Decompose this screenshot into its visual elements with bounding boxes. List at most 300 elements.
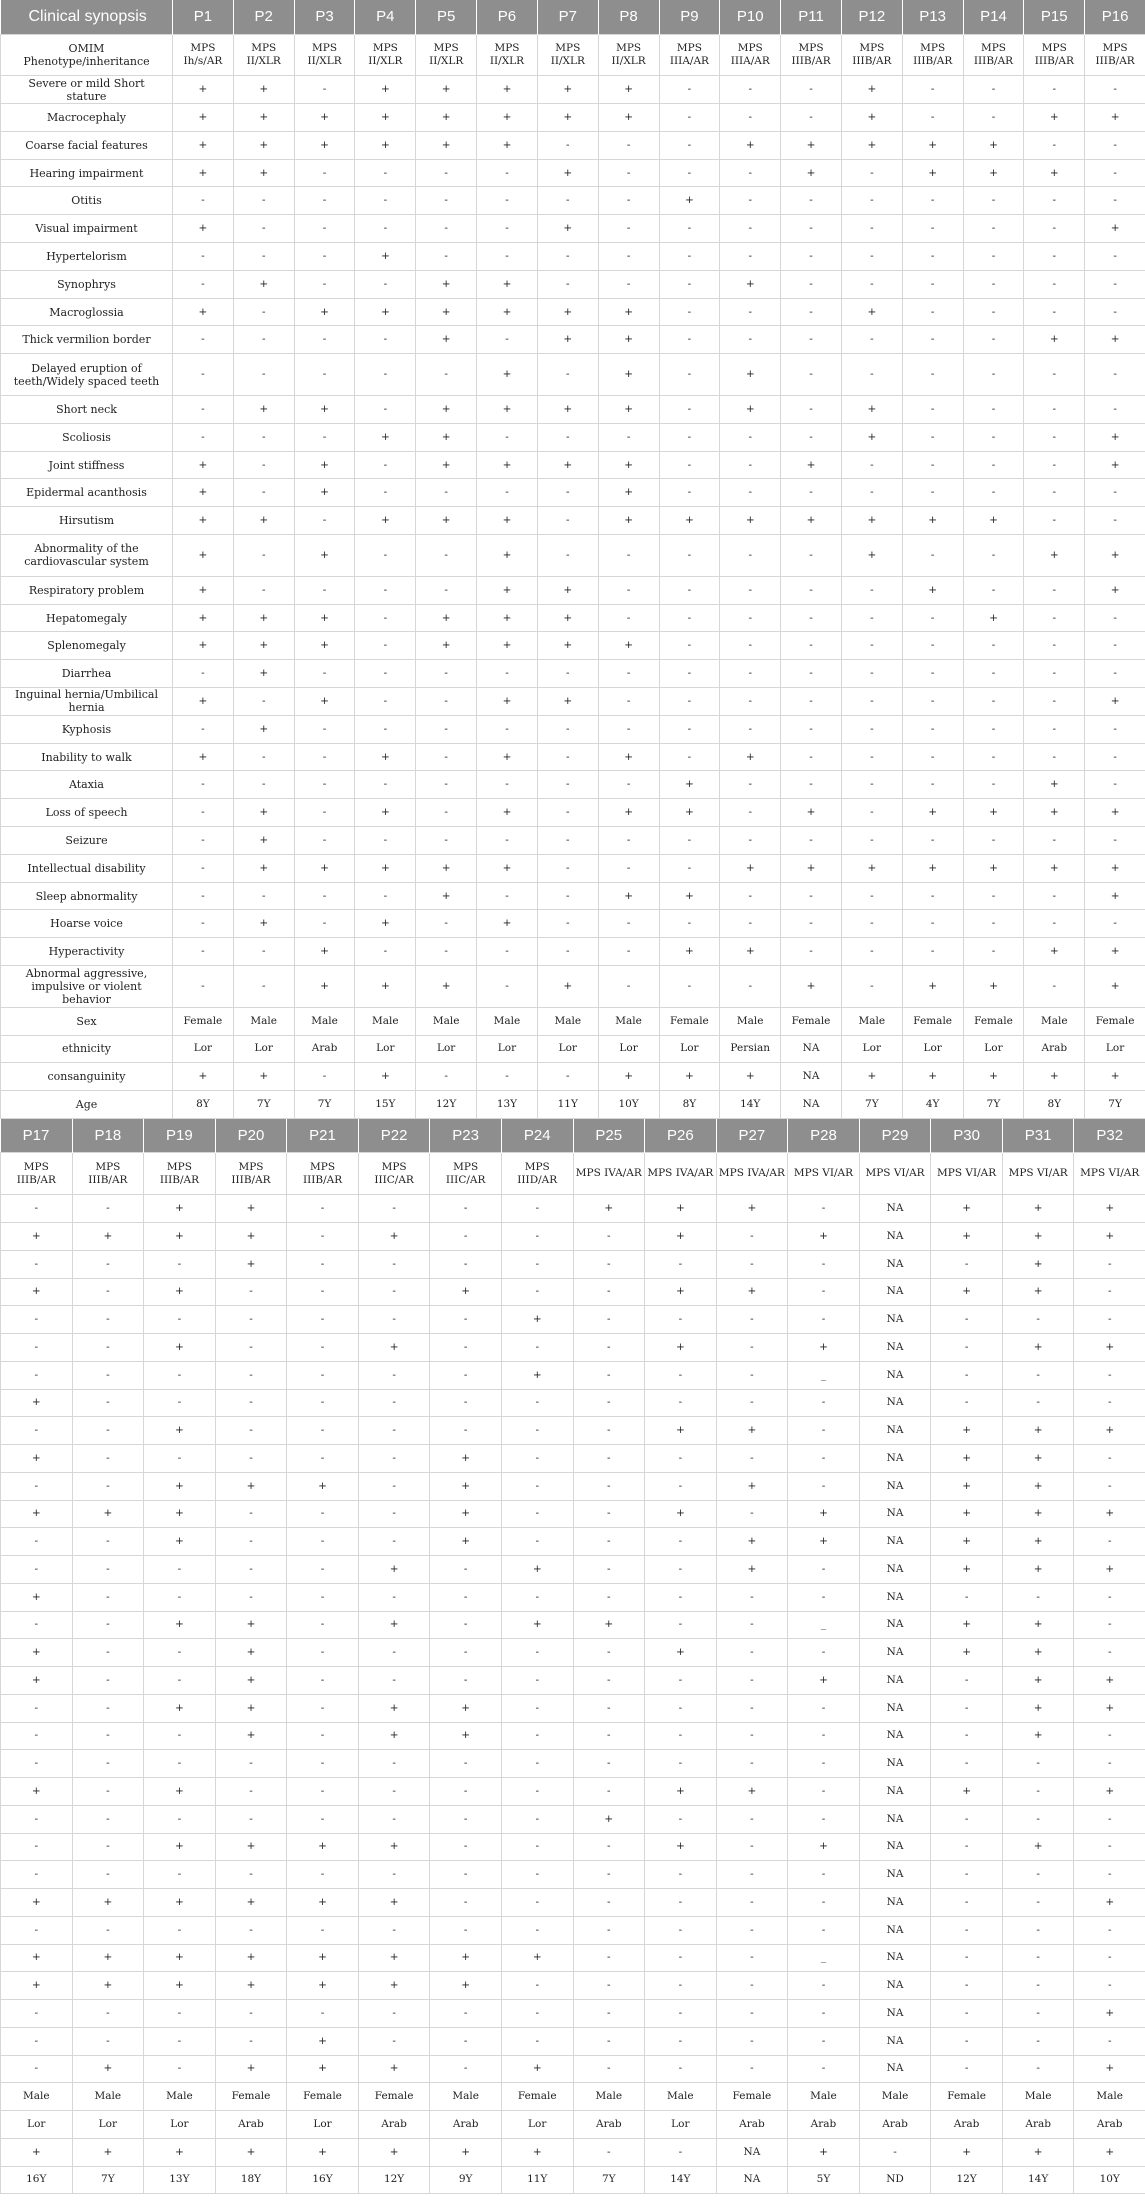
row-label: Abnormality of the cardiovascular system	[1, 535, 173, 577]
table-cell: -	[430, 1861, 502, 1889]
table-cell: +	[358, 1889, 430, 1917]
table-cell: +	[931, 1472, 1003, 1500]
table-cell: -	[841, 243, 902, 271]
table-cell: -	[781, 187, 842, 215]
table-cell: -	[598, 243, 659, 271]
table-cell: -	[716, 1889, 788, 1917]
table-cell: -	[416, 827, 477, 855]
table-row	[1, 243, 1145, 271]
table-cell: +	[233, 396, 294, 424]
table-cell: -	[788, 1417, 860, 1445]
table-cell: +	[294, 396, 355, 424]
table-cell: -	[416, 159, 477, 187]
table-row	[1, 1694, 1145, 1722]
table-cell: -	[72, 1528, 144, 1556]
table-cell: +	[416, 604, 477, 632]
table-cell: -	[501, 1889, 573, 1917]
table-cell: -	[902, 298, 963, 326]
table-cell: -	[598, 535, 659, 577]
table-cell: +	[963, 799, 1024, 827]
table-cell: -	[598, 423, 659, 451]
table-cell: NA	[859, 1611, 931, 1639]
table-cell: -	[859, 2138, 931, 2166]
table-row	[1, 1091, 1145, 1119]
table-cell: +	[215, 1889, 287, 1917]
table-cell: +	[477, 604, 538, 632]
table-cell: +	[358, 1944, 430, 1972]
table-cell: -	[573, 1528, 645, 1556]
table-row	[1, 159, 1145, 187]
table-cell: +	[287, 2055, 359, 2083]
table-cell: -	[294, 910, 355, 938]
table-cell: +	[215, 2138, 287, 2166]
table-cell: +	[358, 2055, 430, 2083]
table-cell: +	[233, 660, 294, 688]
table-cell: -	[294, 354, 355, 396]
table-cell: -	[841, 576, 902, 604]
table-cell: MPS IVA/AR	[645, 1153, 717, 1195]
table-cell: +	[477, 298, 538, 326]
table-cell: +	[645, 1833, 717, 1861]
table-cell: -	[430, 1833, 502, 1861]
table-cell: -	[72, 1334, 144, 1362]
table-cell: -	[358, 1639, 430, 1667]
table-cell: +	[294, 938, 355, 966]
table-cell: -	[287, 1722, 359, 1750]
table-cell: _	[788, 1944, 860, 1972]
table-cell: -	[215, 1334, 287, 1362]
table-cell: -	[902, 827, 963, 855]
table-cell: -	[1074, 1722, 1145, 1750]
table-cell: 11Y	[501, 2166, 573, 2194]
table-cell: MPS II/XLR	[294, 34, 355, 76]
table-cell: -	[287, 1223, 359, 1251]
table-cell: -	[716, 1389, 788, 1417]
table-cell: -	[720, 298, 781, 326]
table-cell: -	[573, 1944, 645, 1972]
column-header-patient: P29	[859, 1119, 931, 1153]
table-cell: -	[720, 479, 781, 507]
table-cell: +	[537, 76, 598, 104]
table-cell: -	[573, 2138, 645, 2166]
table-cell: -	[716, 2000, 788, 2028]
row-label: Age	[1, 1091, 173, 1119]
table-cell: +	[645, 1778, 717, 1806]
table-header-row	[1, 0, 1145, 34]
table-cell: -	[233, 354, 294, 396]
table-cell: -	[287, 1500, 359, 1528]
table-cell: +	[355, 104, 416, 132]
row-label: Hoarse voice	[1, 910, 173, 938]
table-cell: -	[902, 270, 963, 298]
clinical-synopsis-table-part-2	[0, 1119, 1145, 2194]
table-cell: +	[287, 1972, 359, 2000]
table-cell: -	[573, 1972, 645, 2000]
table-cell: -	[72, 1805, 144, 1833]
table-cell: +	[537, 298, 598, 326]
table-cell: +	[233, 507, 294, 535]
table-cell: -	[1085, 159, 1145, 187]
table-cell: +	[430, 1694, 502, 1722]
table-cell: -	[358, 1583, 430, 1611]
table-cell: +	[1002, 1528, 1074, 1556]
table-cell: -	[781, 910, 842, 938]
table-cell: -	[1002, 2055, 1074, 2083]
table-cell: -	[294, 507, 355, 535]
table-cell: +	[355, 131, 416, 159]
table-cell: +	[963, 507, 1024, 535]
table-row	[1, 604, 1145, 632]
table-cell: -	[144, 1722, 216, 1750]
table-cell: -	[1085, 632, 1145, 660]
table-cell: -	[963, 243, 1024, 271]
table-cell: -	[430, 1361, 502, 1389]
table-cell: +	[645, 1223, 717, 1251]
table-cell: +	[233, 1063, 294, 1091]
table-cell: +	[144, 1889, 216, 1917]
table-cell: -	[931, 1583, 1003, 1611]
table-cell: Female	[781, 1007, 842, 1035]
table-cell: +	[416, 966, 477, 1008]
table-cell: +	[720, 507, 781, 535]
table-cell: +	[416, 854, 477, 882]
table-row	[1, 2000, 1145, 2028]
table-cell: +	[1085, 326, 1145, 354]
table-cell: +	[233, 604, 294, 632]
table-cell: Female	[902, 1007, 963, 1035]
table-cell: +	[841, 76, 902, 104]
row-label: Hepatomegaly	[1, 604, 173, 632]
table-cell: -	[716, 2055, 788, 2083]
table-cell: +	[287, 1944, 359, 1972]
table-cell: MPS IIIB/AR	[72, 1153, 144, 1195]
table-cell: -	[659, 827, 720, 855]
table-cell: -	[598, 688, 659, 716]
table-cell: -	[501, 1916, 573, 1944]
table-cell: -	[355, 604, 416, 632]
table-cell: -	[573, 1722, 645, 1750]
table-cell: -	[173, 354, 234, 396]
table-cell: +	[358, 1722, 430, 1750]
table-cell: +	[144, 1778, 216, 1806]
table-cell: +	[598, 396, 659, 424]
table-cell: -	[659, 854, 720, 882]
table-cell: -	[659, 451, 720, 479]
table-cell: +	[1085, 854, 1145, 882]
table-cell: -	[781, 604, 842, 632]
table-cell: -	[720, 326, 781, 354]
table-cell: -	[573, 1861, 645, 1889]
table-cell: +	[477, 354, 538, 396]
table-cell: -	[1002, 1778, 1074, 1806]
table-cell: +	[720, 938, 781, 966]
table-cell: 9Y	[430, 2166, 502, 2194]
table-cell: -	[358, 2000, 430, 2028]
row-label: Intellectual disability	[1, 854, 173, 882]
table-cell: -	[573, 1750, 645, 1778]
table-cell: -	[720, 827, 781, 855]
table-row	[1, 1667, 1145, 1695]
table-cell: -	[963, 882, 1024, 910]
table-cell: -	[72, 1556, 144, 1584]
table-cell: -	[215, 2027, 287, 2055]
table-cell: -	[294, 660, 355, 688]
table-cell: -	[963, 771, 1024, 799]
table-cell: -	[287, 2000, 359, 2028]
table-cell: -	[963, 298, 1024, 326]
row-label: Macroglossia	[1, 298, 173, 326]
table-row	[1, 1250, 1145, 1278]
column-header-patient: P30	[931, 1119, 1003, 1153]
table-cell: -	[931, 1306, 1003, 1334]
table-cell: -	[598, 660, 659, 688]
table-cell: -	[720, 799, 781, 827]
table-cell: +	[1, 1445, 73, 1473]
table-cell: +	[355, 854, 416, 882]
table-cell: -	[659, 660, 720, 688]
table-cell: -	[931, 1889, 1003, 1917]
table-cell: +	[902, 159, 963, 187]
row-label: Severe or mild Short stature	[1, 76, 173, 104]
table-cell: -	[1024, 423, 1085, 451]
table-cell: +	[215, 1472, 287, 1500]
table-cell: +	[430, 1722, 502, 1750]
table-cell: -	[963, 479, 1024, 507]
table-cell: Male	[1, 2083, 73, 2111]
table-cell: -	[215, 1417, 287, 1445]
table-cell: -	[215, 1861, 287, 1889]
table-cell: -	[287, 1916, 359, 1944]
table-cell: -	[781, 479, 842, 507]
table-cell: -	[1, 1833, 73, 1861]
table-cell: +	[931, 1611, 1003, 1639]
table-cell: -	[841, 743, 902, 771]
table-cell: +	[477, 799, 538, 827]
table-cell: -	[416, 479, 477, 507]
table-cell: -	[215, 1445, 287, 1473]
table-cell: -	[1002, 1306, 1074, 1334]
table-cell: -	[931, 1722, 1003, 1750]
table-cell: Lor	[287, 2111, 359, 2139]
table-cell: +	[537, 326, 598, 354]
table-cell: -	[716, 1972, 788, 2000]
table-cell: +	[573, 1805, 645, 1833]
table-cell: +	[416, 270, 477, 298]
table-cell: 14Y	[645, 2166, 717, 2194]
table-cell: -	[716, 1250, 788, 1278]
table-cell: NA	[859, 1694, 931, 1722]
column-header-patient: P21	[287, 1119, 359, 1153]
table-cell: Male	[72, 2083, 144, 2111]
table-cell: +	[233, 854, 294, 882]
table-cell: +	[841, 507, 902, 535]
table-cell: -	[287, 1805, 359, 1833]
table-cell: -	[477, 326, 538, 354]
table-cell: +	[144, 1417, 216, 1445]
table-cell: MPS VI/AR	[1074, 1153, 1145, 1195]
table-cell: -	[72, 1445, 144, 1473]
table-cell: -	[501, 1972, 573, 2000]
table-cell: -	[72, 1250, 144, 1278]
table-cell: -	[537, 882, 598, 910]
table-cell: -	[788, 1195, 860, 1223]
table-cell: +	[501, 1306, 573, 1334]
table-cell: +	[215, 1611, 287, 1639]
table-cell: +	[72, 1889, 144, 1917]
table-cell: +	[477, 576, 538, 604]
table-cell: +	[1002, 1611, 1074, 1639]
table-cell: -	[294, 76, 355, 104]
table-row	[1, 535, 1145, 577]
table-cell: -	[573, 1250, 645, 1278]
table-cell: -	[501, 1833, 573, 1861]
table-cell: -	[1085, 298, 1145, 326]
table-cell: -	[963, 660, 1024, 688]
table-cell: -	[645, 1472, 717, 1500]
table-cell: -	[716, 1944, 788, 1972]
column-header-patient: P18	[72, 1119, 144, 1153]
table-cell: -	[1024, 131, 1085, 159]
table-cell: -	[1024, 576, 1085, 604]
table-cell: -	[287, 1195, 359, 1223]
table-cell: +	[598, 104, 659, 132]
row-label: Sleep abnormality	[1, 882, 173, 910]
table-cell: Arab	[215, 2111, 287, 2139]
table-cell: -	[902, 604, 963, 632]
table-cell: +	[716, 1278, 788, 1306]
table-cell: +	[1074, 1223, 1145, 1251]
table-cell: +	[1, 1500, 73, 1528]
table-cell: +	[720, 854, 781, 882]
table-cell: +	[1024, 771, 1085, 799]
table-cell: -	[233, 423, 294, 451]
table-cell: -	[788, 2000, 860, 2028]
table-cell: +	[720, 354, 781, 396]
table-cell: -	[72, 1306, 144, 1334]
table-cell: +	[72, 2138, 144, 2166]
table-cell: -	[841, 827, 902, 855]
table-row	[1, 34, 1145, 76]
table-cell: -	[598, 715, 659, 743]
table-cell: Male	[841, 1007, 902, 1035]
column-header-patient: P25	[573, 1119, 645, 1153]
table-cell: -	[659, 910, 720, 938]
table-cell: -	[294, 326, 355, 354]
table-cell: -	[416, 215, 477, 243]
table-cell: -	[659, 354, 720, 396]
table-row	[1, 1389, 1145, 1417]
table-cell: Lor	[659, 1035, 720, 1063]
table-cell: +	[963, 1063, 1024, 1091]
table-cell: +	[144, 1278, 216, 1306]
table-cell: -	[781, 396, 842, 424]
table-cell: NA	[859, 1223, 931, 1251]
table-cell: +	[841, 104, 902, 132]
table-cell: -	[72, 1722, 144, 1750]
table-cell: -	[573, 1916, 645, 1944]
table-cell: -	[1, 1611, 73, 1639]
table-cell: -	[573, 1583, 645, 1611]
column-header-patient: P17	[1, 1119, 73, 1153]
table-cell: +	[931, 1195, 1003, 1223]
table-cell: -	[501, 1722, 573, 1750]
table-cell: -	[287, 1445, 359, 1473]
table-cell: -	[645, 1861, 717, 1889]
table-cell: -	[598, 854, 659, 882]
table-row	[1, 743, 1145, 771]
table-cell: +	[358, 2138, 430, 2166]
table-cell: +	[1, 1667, 73, 1695]
table-cell: +	[645, 1278, 717, 1306]
table-cell: -	[1, 1417, 73, 1445]
table-cell: +	[173, 451, 234, 479]
table-row	[1, 507, 1145, 535]
table-cell: -	[1, 1472, 73, 1500]
table-cell: -	[72, 1639, 144, 1667]
table-cell: -	[430, 1306, 502, 1334]
table-cell: -	[963, 187, 1024, 215]
table-cell: -	[841, 270, 902, 298]
table-cell: -	[294, 743, 355, 771]
table-row	[1, 632, 1145, 660]
table-cell: -	[173, 827, 234, 855]
table-cell: -	[430, 1556, 502, 1584]
table-cell: NA	[859, 1195, 931, 1223]
table-cell: -	[716, 1722, 788, 1750]
table-cell: -	[72, 1694, 144, 1722]
table-cell: -	[1074, 2027, 1145, 2055]
table-cell: Arab	[294, 1035, 355, 1063]
table-cell: -	[716, 1639, 788, 1667]
table-cell: -	[963, 938, 1024, 966]
table-cell: -	[645, 2027, 717, 2055]
table-cell: -	[659, 604, 720, 632]
table-cell: -	[537, 938, 598, 966]
row-label: Synophrys	[1, 270, 173, 298]
table-row	[1, 2111, 1145, 2139]
table-cell: +	[173, 743, 234, 771]
table-cell: -	[659, 966, 720, 1008]
table-cell: -	[355, 938, 416, 966]
table-row	[1, 1639, 1145, 1667]
table-cell: MPS IVA/AR	[573, 1153, 645, 1195]
table-cell: -	[788, 1445, 860, 1473]
table-cell: +	[841, 854, 902, 882]
table-cell: -	[902, 76, 963, 104]
table-cell: -	[720, 632, 781, 660]
table-cell: _	[788, 1361, 860, 1389]
table-cell: -	[841, 451, 902, 479]
table-cell: -	[144, 2000, 216, 2028]
column-header-patient: P27	[716, 1119, 788, 1153]
table-cell: -	[659, 423, 720, 451]
table-cell: -	[1074, 1916, 1145, 1944]
table-row	[1, 1889, 1145, 1917]
table-cell: -	[355, 479, 416, 507]
table-cell: +	[355, 743, 416, 771]
table-cell: 10Y	[1074, 2166, 1145, 2194]
column-header-patient: P5	[416, 0, 477, 34]
table-cell: +	[1074, 1667, 1145, 1695]
table-cell: +	[788, 1833, 860, 1861]
table-cell: -	[355, 688, 416, 716]
table-cell: -	[841, 966, 902, 1008]
table-cell: -	[645, 2055, 717, 2083]
table-cell: -	[963, 270, 1024, 298]
table-row	[1, 1611, 1145, 1639]
table-cell: +	[598, 743, 659, 771]
table-cell: -	[781, 104, 842, 132]
